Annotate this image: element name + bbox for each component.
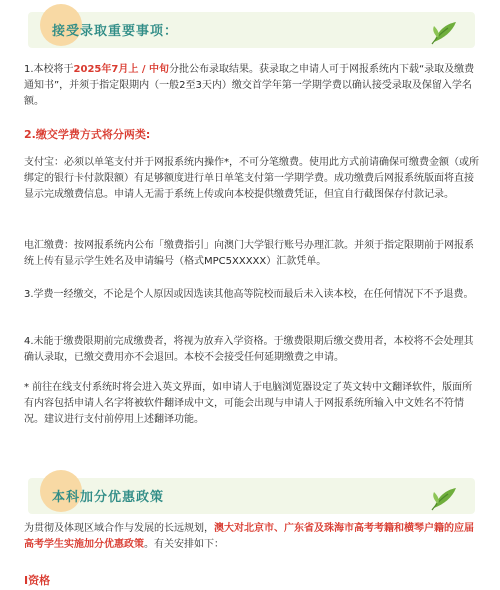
admission-item-4: 4.未能于缴费限期前完成缴费者，将视为放弃入学资格。于缴费限期后缴交费用者，本校将不会处理其确认录取，已缴交费用亦不会退回。本校不会接受任何延期缴费之申请。 bbox=[24, 336, 474, 363]
policy-suffix: 。有关安排如下： bbox=[144, 539, 224, 550]
section-header-admission bbox=[0, 2, 500, 56]
translation-note: * 前往在线支付系统时将会进入英文界面，如申请人于电脑浏览器设定了英文转中文翻译软件，版面所有内容包括申请人名字将被软件翻译成中文，可能会出现与申请人于网报系统所输入中文姓名不符情况。建议进行支付前停用上述翻译功能。 bbox=[24, 382, 473, 425]
admission-item-3: 3.学费一经缴交，不论是个人原因或因选读其他高等院校而最后未入读本校，在任何情况下不予退费。 bbox=[24, 289, 474, 300]
bonus-policy-paragraph bbox=[24, 521, 480, 553]
item1-prefix: 1.本校将于 bbox=[24, 64, 74, 75]
policy-prefix: 为贯彻及体现区域合作与发展的长远规划， bbox=[24, 523, 214, 534]
leaf-icon bbox=[428, 16, 460, 48]
item1-body: 分批公布录取结果。获录取之申请人可于网报系统内下载“录取及缴费通知书”，并须于指定限期内（一般2至3天内）缴交首学年第一学期学费以确认接受录取及保留入学名额。 bbox=[24, 64, 475, 107]
qualification-title: I资格 bbox=[24, 574, 51, 587]
payment-wire-paragraph: 电汇缴费：按网报系统内公布「缴费指引」向澳门大学银行账号办理汇款。并须于指定限期前于网报系统上传有显示学生姓名及申请编号（格式MPC5XXXXX）汇款凭单。 bbox=[24, 240, 474, 267]
payment-online-paragraph: 支付宝：必须以单笔支付并于网报系统内操作*，不可分笔缴费。使用此方式前请确保可缴费金额（或所绑定的银行卡付款限额）有足够额度进行单日单笔支付第一学期学费。成功缴费后网报系统版面将直接显示完成缴费信息。申请人无需于系统上传或向本校提供缴费凭证，但宜自行截图保存付款记录。 bbox=[24, 157, 479, 200]
leaf-icon bbox=[428, 482, 460, 514]
payment-methods-title: 2.缴交学费方式将分两类: bbox=[24, 128, 151, 141]
section-title: 接受录取重要事项： bbox=[52, 24, 179, 39]
policy-highlight: 澳大对北京市、广东省及珠海市高考考籍和横琴户籍的应届高考学生实施加分优惠政策 bbox=[24, 523, 474, 550]
admission-item-1 bbox=[24, 62, 480, 110]
release-date: 2025年7月上 / 中旬 bbox=[73, 64, 169, 75]
section-header-bonus-policy bbox=[0, 468, 500, 522]
section-title: 本科加分优惠政策 bbox=[52, 490, 165, 505]
